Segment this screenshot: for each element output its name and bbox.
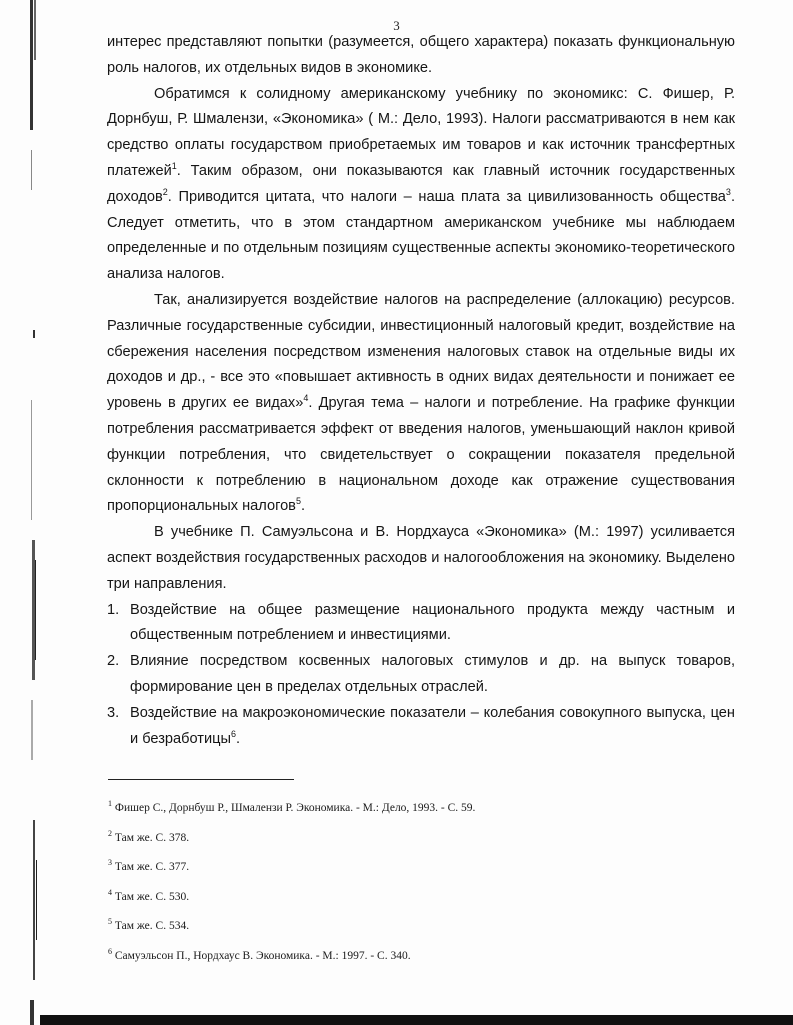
scan-edge-artifact — [0, 0, 40, 1025]
footnote-mark: 6 — [108, 947, 112, 957]
footnote-mark: 5 — [108, 917, 112, 927]
scan-bottom-edge — [40, 1015, 793, 1025]
footnote-ref-6[interactable]: 6 — [230, 728, 236, 739]
paragraph-fischer — [107, 82, 735, 288]
list-item-number: 2. — [107, 653, 120, 670]
paragraph-allocation — [107, 288, 735, 520]
footnote-mark: 3 — [108, 858, 112, 868]
footnote-ref-3[interactable]: 3 — [725, 186, 731, 197]
list-item — [107, 701, 735, 753]
footnote-4 — [108, 887, 708, 917]
paragraph-intro: интерес представляют попытки (разумеется, общего характера) показать функциональную роль налогов, их отдельных видов в экономике. — [107, 34, 735, 76]
footnote-6 — [108, 946, 708, 976]
footnote-mark: 2 — [108, 828, 112, 838]
footnote-ref-5[interactable]: 5 — [295, 496, 301, 507]
paragraph-samuelson: В учебнике П. Самуэльсона и В. Нордхауса «Экономика» (М.: 1997) усиливается аспект воздействия государственных расходов и налогообложения на экономику. Выделено три направления. — [107, 524, 735, 592]
paragraph-text: . — [300, 498, 306, 515]
footnote-ref-4[interactable]: 4 — [303, 393, 309, 404]
paragraph-text: Так, анализируется воздействие налогов на распределение (аллокацию) ресурсов. Различные государственные субсидии, инвестиционный налоговый кредит, воздействие на сбережения населения посредством изменения налоговых ставок на отдельные виды их доходов и др., - все это «повышает активность в одних видах деятельности и понижает ее уровень в других ее видах» — [107, 291, 735, 412]
paragraph-text: . Другая тема – налоги и потребление. На графике функции потребления рассматривается эффект от введения налогов, уменьшающий наклон кривой функции потребления, что свидетельствует о сокращении показателя предельной склонности к потреблению в национальном доходе как отражение существования пропорциональных налогов — [107, 395, 735, 515]
footnote-text: Там же. С. 378. — [114, 831, 190, 844]
footnote-mark: 4 — [108, 887, 112, 897]
list-item-text: Воздействие на макроэкономические показатели – колебания совокупного выпуска, цен и безработицы — [130, 704, 735, 747]
footnote-1 — [108, 798, 708, 828]
footnotes — [108, 798, 708, 976]
footnote-2 — [108, 828, 708, 858]
list-item-text: Воздействие на общее размещение национального продукта между частным и общественным потреблением и инвестициями. — [130, 601, 735, 644]
footnote-mark: 1 — [108, 799, 112, 809]
list-item — [107, 649, 735, 701]
paragraph-text: . Приводится цитата, что налоги – наша плата за цивилизованность общества — [167, 188, 726, 205]
body-text — [107, 30, 735, 752]
footnote-text: Самуэльсон П., Нордхаус В. Экономика. - М.: 1997. - С. 340. — [114, 949, 411, 962]
paragraph-text: . Таким образом, они показываются как главный источник государственных доходов — [107, 162, 735, 205]
paragraph-text: . Следует отметить, что в этом стандартном американском учебнике мы наблюдаем определенные и по отдельным позициям существенные аспекты экономико-теоретического анализа налогов. — [107, 188, 735, 283]
page-number: 3 — [393, 18, 400, 33]
directions-list — [107, 598, 735, 753]
footnote-ref-1[interactable]: 1 — [171, 161, 177, 172]
list-item-number: 3. — [107, 704, 120, 721]
footnote-text: Там же. С. 534. — [114, 920, 190, 933]
footnote-text: Там же. С. 530. — [114, 890, 190, 903]
footnote-5 — [108, 916, 708, 946]
list-item-text: Влияние посредством косвенных налоговых стимулов и др. на выпуск товаров, формирование цен в пределах отдельных отраслей. — [130, 653, 735, 695]
footnote-text: Фишер С., Дорнбуш Р., Шмалензи Р. Экономика. - М.: Дело, 1993. - С. 59. — [114, 802, 476, 814]
footnote-text: Там же. С. 377. — [114, 861, 190, 874]
list-item-number: 1. — [107, 601, 120, 618]
footnote-3 — [108, 857, 708, 887]
list-item — [107, 598, 735, 650]
list-item-end: . — [235, 730, 241, 747]
footnote-separator — [108, 779, 294, 780]
paragraph-text: Обратимся к солидному американскому учебнику по экономикс: С. Фишер, Р. Дорнбуш, Р. Шмалензи, «Экономика» ( М.: Дело, 1993). Налоги рассматриваются в нем как средство оплаты государством приобретаемых им товаров и как источник трансфертных платежей — [107, 85, 735, 179]
footnote-ref-2[interactable]: 2 — [162, 186, 168, 197]
